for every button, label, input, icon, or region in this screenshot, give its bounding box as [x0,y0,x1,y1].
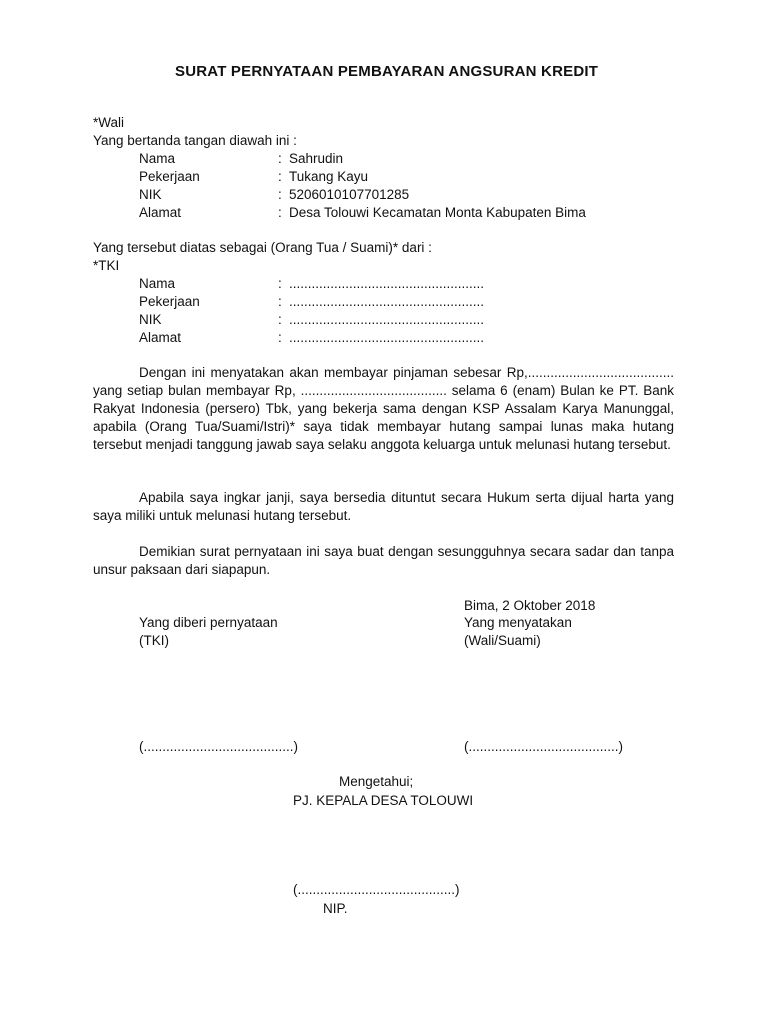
declarant-signature-blank: (........................................) [464,739,624,754]
wali-job-colon: : [278,169,282,184]
intro-text: Yang bertanda tangan diawah ini : [93,133,297,148]
wali-nik-colon: : [278,187,282,202]
wali-nik-label: NIK [139,187,162,202]
wali-address-value: Desa Tolouwi Kecamatan Monta Kabupaten Bima [289,205,586,220]
tki-job-colon: : [278,294,282,309]
relation-line: Yang tersebut diatas sebagai (Orang Tua / Suami)* dari : [93,240,432,255]
tki-address-colon: : [278,330,282,345]
tki-nik-value: .................................................... [289,312,485,327]
tki-name-value: .................................................... [289,276,485,291]
default-paragraph: Apabila saya ingkar janji, saya bersedia dituntut secara Hukum serta dijual harta yang saya miliki untuk melunasi hutang tersebut. [93,490,674,523]
recipient-signature-blank: (........................................) [139,739,299,754]
closing-paragraph: Demikian surat pernyataan ini saya buat dengan sesungguhnya secara sadar dan tanpa unsur paksaan dari siapapun. [93,544,674,577]
wali-address-label: Alamat [139,205,182,220]
tki-nik-colon: : [278,312,282,327]
tki-address-label: Alamat [139,330,182,345]
declarant-role: (Wali/Suami) [464,633,541,648]
tki-marker: *TKI [93,258,120,273]
wali-marker: *Wali [93,115,125,130]
declarant-title: Yang menyatakan [464,615,572,630]
tki-nik-label: NIK [139,312,162,327]
wali-nik-value: 5206010107701285 [289,187,410,202]
document-title: SURAT PERNYATAAN PEMBAYARAN ANGSURAN KREDIT [175,63,599,80]
recipient-title: Yang diberi pernyataan [139,615,278,630]
village-head-signature-blank: (..........................................) [293,882,460,897]
wali-address-colon: : [278,205,282,220]
wali-name-colon: : [278,151,282,166]
recipient-role: (TKI) [139,633,169,648]
tki-job-label: Pekerjaan [139,294,200,309]
tki-job-value: .................................................... [289,294,485,309]
tki-name-colon: : [278,276,282,291]
place-date: Bima, 2 Oktober 2018 [464,598,596,613]
known-by-label: Mengetahui; [339,774,414,789]
wali-name-value: Sahrudin [289,151,344,166]
nip-label: NIP. [323,901,348,916]
tki-address-value: .................................................... [289,330,485,345]
wali-name-label: Nama [139,151,176,166]
village-head-title: PJ. KEPALA DESA TOLOUWI [293,793,474,808]
statement-paragraph: Dengan ini menyatakan akan membayar pinjaman sebesar Rp,....................................... yang setiap bulan membayar Rp, ....................................... selama 6 (enam) Bulan ke PT. Bank Rakyat Indonesia (persero) Tbk, yang bekerja sama dengan KSP Assalam Karya Manunggal, apabila (Orang Tua/Suami/Istri)* saya tidak membayar hutang sampai lunas maka hutang tersebut menjadi tanggung jawab saya selaku anggota keluarga untuk melunasi hutang tersebut. [93,365,674,452]
wali-job-value: Tukang Kayu [289,169,369,184]
tki-name-label: Nama [139,276,176,291]
wali-job-label: Pekerjaan [139,169,200,184]
